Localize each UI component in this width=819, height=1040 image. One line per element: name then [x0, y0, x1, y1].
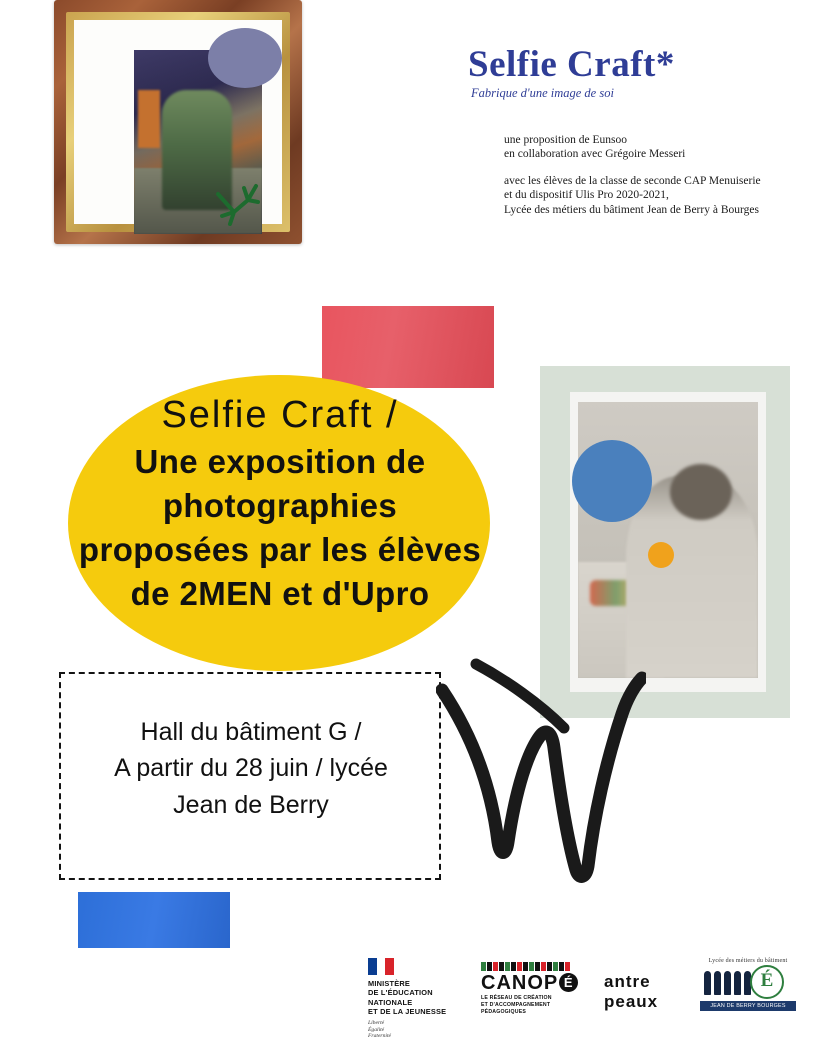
credits-line-2: en collaboration avec Grégoire Messeri: [504, 148, 686, 161]
canope-bars-icon: [481, 962, 585, 971]
lycee-emblem: [700, 965, 796, 1001]
motto-egalite: Égalité: [368, 1026, 385, 1033]
footer-logos: [0, 948, 819, 1040]
poster-event-info: [58, 714, 444, 823]
orange-dot-shape: [648, 542, 674, 568]
credits-line-3: avec les élèves de la classe de seconde CAP Menuiserie: [504, 174, 761, 187]
motto-liberte: Liberté: [368, 1019, 385, 1026]
ministere-line-3: NATIONALE: [368, 997, 413, 1007]
blue-blob-shape: [572, 440, 652, 522]
credits-block: [504, 133, 819, 217]
lycee-top-text: Lycée des métiers du bâtiment: [708, 958, 788, 964]
poster-line-4: proposées par les élèves: [78, 530, 482, 568]
logo-ministere-education: [368, 958, 472, 1040]
logo-lycee-jean-de-berry: [700, 958, 796, 1016]
lycee-letter-e: É: [750, 965, 784, 999]
page-title: Selfie Craft*: [468, 44, 675, 85]
logo-antre-peaux: [604, 972, 658, 1011]
poster-line-1: Selfie Craft /: [161, 394, 399, 436]
antrepeaux-line-1: antre: [604, 972, 651, 991]
canope-name: CANOP: [481, 972, 559, 994]
event-info-line-2: A partir du 28 juin / lycée: [114, 754, 388, 783]
credits-line-5: Lycée des métiers du bâtiment Jean de Berry à Bourges: [504, 203, 759, 216]
page-subtitle: Fabrique d'une image de soi: [471, 86, 614, 100]
header-title-block: [468, 46, 808, 101]
credits-line-1: une proposition de Eunsoo: [504, 134, 627, 146]
credits-line-4: et du dispositif Ulis Pro 2020-2021,: [504, 189, 669, 202]
ministere-line-4: ET DE LA JEUNESSE: [368, 1007, 447, 1017]
right-photo-mat: [570, 392, 766, 692]
green-scribble-icon: [214, 182, 260, 226]
black-scribble-icon: [436, 656, 646, 886]
ministere-line-2: DE L'ÉDUCATION: [368, 988, 433, 998]
poster-line-2: Une exposition de: [134, 442, 426, 480]
canope-sub-1: LE RÉSEAU DE CRÉATION: [481, 995, 552, 1001]
event-info-line-3: Jean de Berry: [173, 790, 329, 819]
event-info-line-1: Hall du bâtiment G /: [140, 718, 362, 746]
blue-rectangle-shape: [78, 892, 230, 948]
canope-name-last: É: [559, 973, 578, 992]
photo-orange-shape: [138, 90, 160, 148]
right-photo-head: [670, 464, 732, 520]
french-flag-icon: [368, 958, 394, 975]
canope-sub-2: ET D'ACCOMPAGNEMENT PÉDAGOGIQUES: [481, 1001, 551, 1015]
antrepeaux-line-2: peaux: [604, 991, 659, 1011]
lycee-figures-icon: [704, 971, 751, 995]
poster-line-3: photographies: [162, 486, 398, 524]
poster-line-5: de 2MEN et d'Upro: [130, 575, 430, 613]
purple-blob-shape: [208, 28, 282, 88]
poster-headline: [62, 392, 498, 616]
red-rectangle-shape: [322, 306, 494, 388]
motto-fraternite: Fraternité: [368, 1033, 391, 1040]
lycee-bottom-text: JEAN DE BERRY BOURGES: [700, 1001, 796, 1011]
logo-canope: [481, 962, 585, 1015]
ministere-line-1: MINISTÈRE: [368, 979, 411, 988]
